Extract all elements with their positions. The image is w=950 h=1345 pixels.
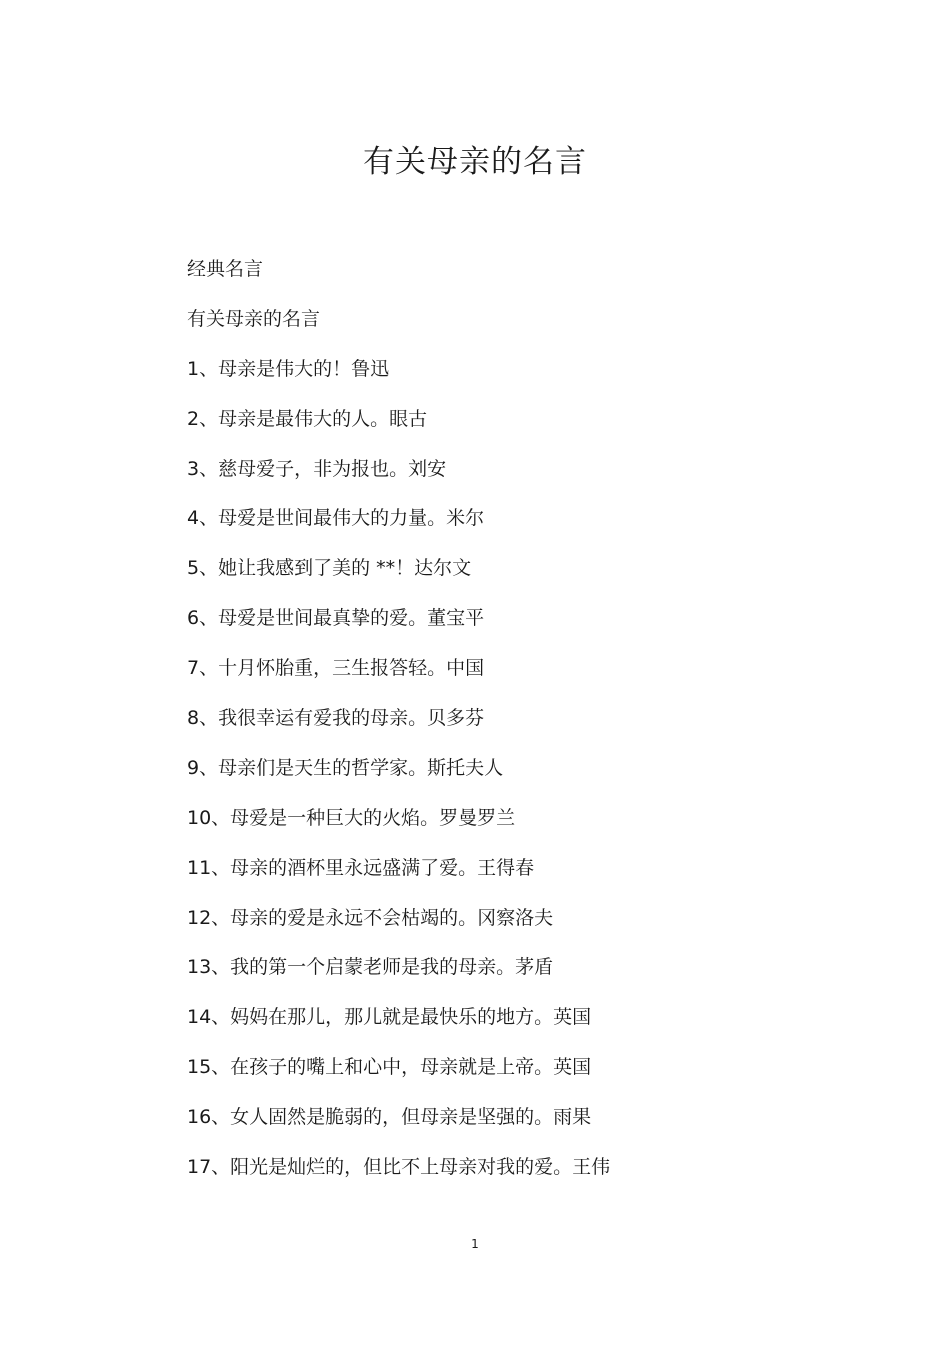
quote-line: 14、妈妈在那儿，那儿就是最快乐的地方。英国 (187, 1006, 592, 1029)
quote-line: 7、十月怀胎重，三生报答轻。中国 (187, 657, 485, 680)
quote-line: 3、慈母爱子，非为报也。刘安 (187, 457, 447, 480)
page-number: 1 (471, 1237, 479, 1251)
quote-line: 6、母爱是世间最真挚的爱。董宝平 (187, 607, 485, 630)
quote-line: 1、母亲是伟大的！鲁迅 (187, 357, 390, 380)
quote-line: 9、母亲们是天生的哲学家。斯托夫人 (187, 756, 504, 779)
document-body (187, 253, 887, 1201)
quote-line: 8、我很幸运有爱我的母亲。贝多芬 (187, 707, 485, 730)
section-heading: 经典名言 (187, 258, 264, 280)
quote-line: 10、母爱是一种巨大的火焰。罗曼罗兰 (187, 806, 516, 829)
quote-line: 16、女人固然是脆弱的，但母亲是坚强的。雨果 (187, 1106, 592, 1129)
quote-line: 4、母爱是世间最伟大的力量。米尔 (187, 507, 485, 530)
quote-line: 5、她让我感到了美的 **！达尔文 (187, 557, 472, 580)
quote-line: 12、母亲的爱是永远不会枯竭的。冈察洛夫 (187, 906, 554, 929)
quote-line: 17、阳光是灿烂的，但比不上母亲对我的爱。王伟 (187, 1156, 611, 1179)
subheading: 有关母亲的名言 (187, 307, 321, 330)
quote-line: 2、母亲是最伟大的人。眼古 (187, 407, 428, 430)
quote-line: 11、母亲的酒杯里永远盛满了爱。王得春 (187, 856, 535, 879)
quote-line: 15、在孩子的嘴上和心中，母亲就是上帝。英国 (187, 1056, 592, 1079)
page-title: 有关母亲的名言 (363, 144, 587, 180)
quote-line: 13、我的第一个启蒙老师是我的母亲。茅盾 (187, 956, 554, 979)
